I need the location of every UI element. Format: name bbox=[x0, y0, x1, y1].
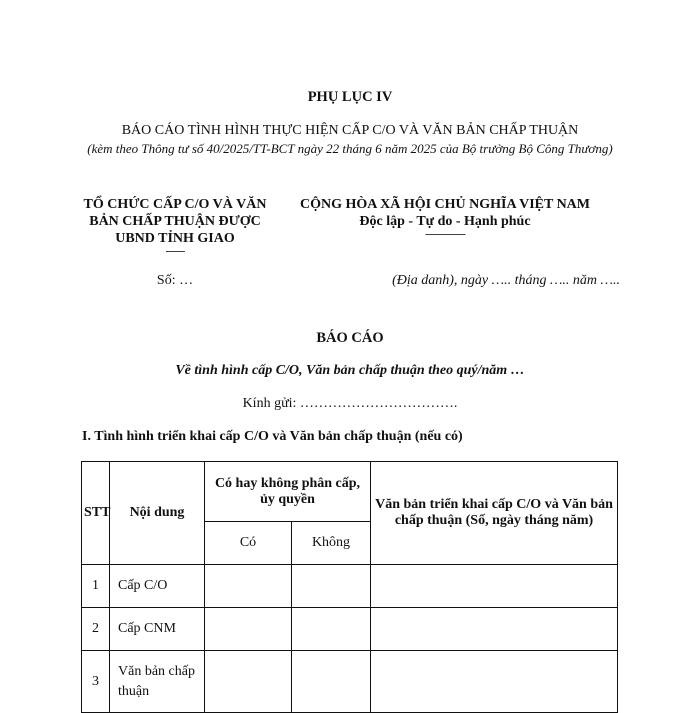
row-content: Văn bản chấp thuận bbox=[110, 651, 205, 713]
section-one-title: I. Tình hình triển khai cấp C/O và Văn bản chấp thuận (nếu có) bbox=[82, 429, 463, 444]
row-content: Cấp C/O bbox=[110, 565, 205, 608]
cell-yes bbox=[205, 651, 292, 713]
appendix-title: PHỤ LỤC IV bbox=[307, 89, 393, 105]
cell-document bbox=[371, 651, 618, 713]
cell-yes bbox=[205, 565, 292, 608]
document-number: Số: … bbox=[156, 273, 194, 288]
subheader-no: Không bbox=[292, 522, 371, 565]
country-name: CỘNG HÒA XÃ HỘI CHỦ NGHĨA VIỆT NAM bbox=[299, 197, 590, 212]
organization-name: TỔ CHỨC CẤP C/O VÀ VĂN BẢN CHẤP THUẬN ĐƯỢC UBND TỈNH GIAO bbox=[83, 197, 267, 246]
table-row bbox=[82, 608, 618, 651]
national-motto: Độc lập - Tự do - Hạnh phúc bbox=[359, 214, 531, 229]
cell-no bbox=[292, 608, 371, 651]
report-subheading: (kèm theo Thông tư số 40/2025/TT-BCT ngày 22 tháng 6 năm 2025 của Bộ trưởng Bộ Công Thương) bbox=[87, 141, 613, 156]
table-row bbox=[82, 565, 618, 608]
cell-document bbox=[371, 608, 618, 651]
organization-separator: ------- bbox=[165, 245, 185, 257]
report-subject: Về tình hình cấp C/O, Văn bản chấp thuận theo quý/năm … bbox=[175, 363, 525, 378]
status-table bbox=[81, 461, 618, 713]
place-and-date: (Địa danh), ngày ….. tháng ….. năm ….. bbox=[392, 273, 620, 288]
table-row bbox=[82, 651, 618, 713]
recipient-line: Kính gửi: ……………………………. bbox=[242, 396, 458, 411]
row-stt: 2 bbox=[82, 608, 110, 651]
motto-separator: --------------- bbox=[425, 228, 465, 240]
cell-document bbox=[371, 565, 618, 608]
report-title: BÁO CÁO bbox=[316, 330, 384, 346]
header-delegation: Có hay không phân cấp, ủy quyền bbox=[205, 462, 371, 522]
header-stt: STT bbox=[82, 462, 110, 565]
header-document: Văn bản triển khai cấp C/O và Văn bản chấp thuận (Số, ngày tháng năm) bbox=[371, 462, 618, 565]
row-stt: 3 bbox=[82, 651, 110, 713]
cell-yes bbox=[205, 608, 292, 651]
row-stt: 1 bbox=[82, 565, 110, 608]
report-heading: BÁO CÁO TÌNH HÌNH THỰC HIỆN CẤP C/O VÀ VĂN BẢN CHẤP THUẬN bbox=[121, 123, 579, 138]
cell-no bbox=[292, 565, 371, 608]
header-content: Nội dung bbox=[110, 462, 205, 565]
cell-no bbox=[292, 651, 371, 713]
row-content: Cấp CNM bbox=[110, 608, 205, 651]
subheader-yes: Có bbox=[205, 522, 292, 565]
